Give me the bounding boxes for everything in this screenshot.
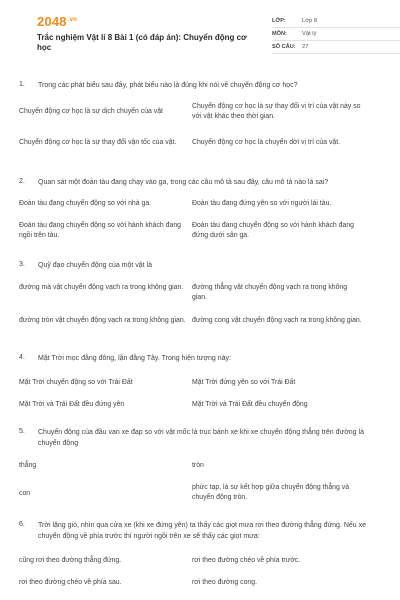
option-b[interactable]: tròn xyxy=(192,462,204,469)
option-d[interactable]: Đoàn tàu đang chuyển động so với hành khách đang đứng dưới sân ga. xyxy=(192,222,354,239)
meta-key: SỐ CÂU: xyxy=(272,44,296,50)
quiz-meta xyxy=(272,15,400,54)
question-text: Mặt Trời mọc đằng đông, lặn đằng Tây. Trong hiện tượng này: xyxy=(38,355,231,362)
option-c[interactable]: con xyxy=(19,490,31,497)
site-logo[interactable] xyxy=(37,14,77,29)
option-d[interactable]: đường cong vật chuyển động vạch ra trong không gian. xyxy=(192,317,362,324)
question-number: 5. xyxy=(19,428,25,435)
logo-brand: 2048 xyxy=(37,14,67,29)
option-b[interactable]: đường thẳng vật chuyển động vạch ra trong không gian. xyxy=(192,284,348,301)
question-number: 4. xyxy=(19,354,25,361)
meta-row-subject xyxy=(272,28,400,41)
question-number: 3. xyxy=(19,261,25,268)
page-title: Trắc nghiệm Vật lí 8 Bài 1 (có đáp án): Chuyển động cơ học xyxy=(37,33,247,52)
option-d[interactable]: phức tạp, là sự kết hợp giữa chuyển động thẳng và chuyển động tròn. xyxy=(192,484,350,501)
meta-key: MÔN: xyxy=(272,31,287,37)
option-b[interactable]: rơi theo đường chéo về phía trước. xyxy=(192,557,301,564)
option-d[interactable]: rơi theo đường cong. xyxy=(192,579,257,586)
page-header xyxy=(18,0,382,62)
question-number: 2. xyxy=(19,178,25,185)
option-b[interactable]: Đoàn tàu đang đứng yên so với người lái tàu. xyxy=(192,200,332,207)
meta-key: LỚP: xyxy=(272,18,286,24)
option-a[interactable]: cũng rơi theo đường thẳng đứng. xyxy=(19,557,122,564)
option-d[interactable]: Mặt Trời và Trái Đất đều chuyển động xyxy=(192,401,308,408)
option-c[interactable]: Mặt Trời và Trái Đất đều đứng yên xyxy=(19,401,125,408)
option-c[interactable]: rơi theo đường chéo về phía sau. xyxy=(19,579,122,586)
option-a[interactable]: Chuyển động cơ học là sự dịch chuyển của vật xyxy=(19,108,163,115)
question-text: Quỹ đạo chuyển động của một vật là xyxy=(38,262,153,269)
question-text: Trong các phát biểu sau đây, phát biểu nào là đúng khi nói về chuyển động cơ học? xyxy=(38,82,298,89)
meta-value: 27 xyxy=(302,44,309,50)
option-c[interactable]: đường tròn vật chuyển động vạch ra trong không gian. xyxy=(19,317,186,324)
meta-value: Lớp 8 xyxy=(302,18,318,24)
option-a[interactable]: Mặt Trời chuyển động so với Trái Đất xyxy=(19,379,133,386)
option-c[interactable]: Đoàn tàu đang chuyển động so với hành khách đang ngồi trên tàu. xyxy=(19,222,181,239)
option-b[interactable]: Chuyển động cơ học là sự thay đổi vị trí của vật này so với vật khác theo thời gian. xyxy=(192,103,361,120)
option-a[interactable]: thẳng xyxy=(19,462,37,469)
question-number: 6. xyxy=(19,521,25,528)
logo-suffix: .vn xyxy=(67,16,78,23)
meta-row-count xyxy=(272,41,400,54)
option-c[interactable]: Chuyển động cơ học là sự thay đổi vận tốc của vật. xyxy=(19,139,177,146)
option-b[interactable]: Mặt Trời đứng yên so với Trái Đất xyxy=(192,379,296,386)
meta-row-class xyxy=(272,15,400,28)
option-a[interactable]: đường mà vật chuyển động vạch ra trong không gian. xyxy=(19,284,184,291)
question-text: Chuyển động của đầu van xe đạp so với vật mốc là trục bánh xe khi xe chuyển động thẳng trên đường là chuyển động xyxy=(38,429,364,447)
meta-value: Vật lý xyxy=(302,31,317,37)
option-d[interactable]: Chuyển động cơ học là chuyển dời vị trí của vật. xyxy=(192,139,341,146)
option-a[interactable]: Đoàn tàu đang chuyển động so với nhà ga. xyxy=(19,200,152,207)
question-text: Trời lặng gió, nhìn qua cửa xe (khi xe đứng yên) ta thấy các giọt mưa rơi theo đường thẳng đứng. Nếu xe chuyển động về phía trước thì người ngồi trên xe sẽ thấy các giọt mưa: xyxy=(38,522,367,540)
question-text: Quan sát một đoàn tàu đang chạy vào ga, trong các câu mô tả sau đây, câu mô tả nào là sai? xyxy=(38,179,329,186)
question-number: 1. xyxy=(19,81,25,88)
